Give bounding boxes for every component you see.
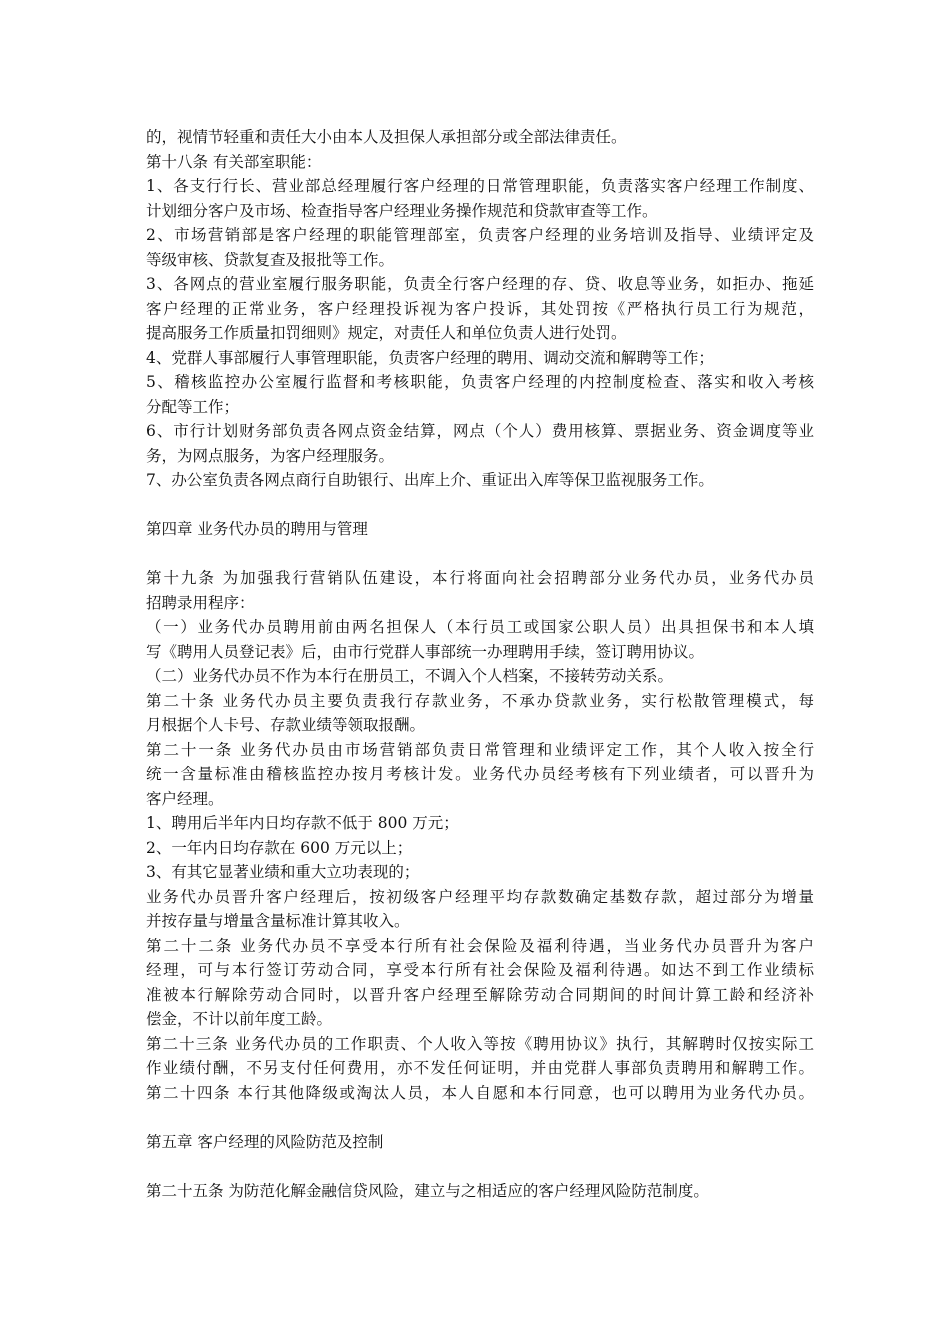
text-line: 业务代办员晋升客户经理后，按初级客户经理平均存款数确定基数存款，超过部分为增量: [146, 887, 814, 906]
text-line: 写《聘用人员登记表》后，由市行党群人事部统一办理聘用手续，签订聘用协议。: [146, 642, 705, 661]
text-line: 第十八条 有关部室职能：: [146, 152, 322, 171]
text-line: （二）业务代办员不作为本行在册员工，不调入个人档案，不接转劳动关系。: [146, 667, 674, 685]
text-line: 分配等工作；: [146, 397, 240, 416]
text-line: 第五章 客户经理的风险防范及控制: [146, 1132, 384, 1151]
text-line: 偿金，不计以前年度工龄。: [146, 1010, 333, 1028]
text-line: 准被本行解除劳动合同时，以晋升客户经理至解除劳动合同期间的时间计算工龄和经济补: [146, 985, 814, 1004]
text-line: 3、各网点的营业室履行服务职能，负责全行客户经理的存、贷、收息等业务，如拒办、拖延: [146, 275, 814, 293]
paragraph-gap: [146, 1105, 814, 1130]
text-line: 月根据个人卡号、存款业绩等领取报酬。: [146, 716, 426, 734]
text-line: 作业绩付酬，不另支付任何费用，亦不发任何证明，并由党群人事部负责聘用和解聘工作。: [146, 1059, 814, 1077]
text-line: 第二十三条 业务代办员的工作职责、个人收入等按《聘用协议》执行，其解聘时仅按实际工: [146, 1034, 814, 1053]
text-line: 统一含量标准由稽核监控办按月考核计发。业务代办员经考核有下列业绩者，可以晋升为: [146, 765, 814, 783]
text-line: 第二十四条 本行其他降级或淘汰人员，本人自愿和本行同意，也可以聘用为业务代办员。: [146, 1083, 814, 1102]
text-line: 务，为网点服务，为客户经理服务。: [146, 446, 395, 465]
text-line: 第十九条 为加强我行营销队伍建设，本行将面向社会招聘部分业务代办员，业务代办员: [146, 569, 814, 587]
text-line: 2、一年内日均存款在 600 万元以上；: [146, 838, 413, 857]
text-line: 7、办公室负责各网点商行自助银行、出库上介、重证出入库等保卫监视服务工作。: [146, 471, 714, 489]
text-line: 4、党群人事部履行人事管理职能，负责客户经理的聘用、调动交流和解聘等工作；: [146, 348, 714, 367]
text-line: 5、稽核监控办公室履行监督和考核职能，负责客户经理的内控制度检查、落实和收入考核: [146, 373, 814, 391]
text-line: 计划细分客户及市场、检查指导客户经理业务操作规范和贷款审查等工作。: [146, 201, 658, 220]
paragraph-gap: [146, 542, 814, 567]
text-line: （一）业务代办员聘用前由两名担保人（本行员工或国家公职人员）出具担保书和本人填: [146, 618, 814, 636]
text-line: 第二十五条 为防范化解金融信贷风险，建立与之相适应的客户经理风险防范制度。: [146, 1181, 709, 1200]
text-line: 1、各支行行长、营业部总经理履行客户经理的日常管理职能，负责落实客户经理工作制度、: [146, 177, 814, 195]
text-line: 第二十一条 业务代办员由市场营销部负责日常管理和业绩评定工作，其个人收入按全行: [146, 740, 814, 759]
text-line: 并按存量与增量含量标准计算其收入。: [146, 912, 410, 930]
document-body: [146, 125, 814, 1203]
paragraph-gap: [146, 493, 814, 518]
text-line: 客户经理。: [146, 789, 224, 808]
text-line: 经理，可与本行签订劳动合同，享受本行所有社会保险及福利待遇。如达不到工作业绩标: [146, 961, 814, 979]
text-line: 第二十条 业务代办员主要负责我行存款业务，不承办贷款业务，实行松散管理模式，每: [146, 691, 814, 710]
text-line: 2、市场营销部是客户经理的职能管理部室，负责客户经理的业务培训及指导、业绩评定及: [146, 226, 814, 244]
text-line: 等级审核、贷款复查及报批等工作。: [146, 250, 395, 269]
text-line: 第二十二条 业务代办员不享受本行所有社会保险及福利待遇，当业务代办员晋升为客户: [146, 936, 814, 955]
text-line: 3、有其它显著业绩和重大立功表现的；: [146, 863, 420, 881]
text-line: 的，视情节轻重和责任大小由本人及担保人承担部分或全部法律责任。: [146, 128, 627, 146]
paragraph-gap: [146, 1154, 814, 1179]
text-line: 第四章 业务代办员的聘用与管理: [146, 520, 368, 538]
text-line: 1、聘用后半年内日均存款不低于 800 万元；: [146, 814, 459, 832]
text-line: 招聘录用程序：: [146, 593, 255, 612]
text-line: 提高服务工作质量扣罚细则》规定，对责任人和单位负责人进行处罚。: [146, 324, 627, 342]
text-line: 6、市行计划财务部负责各网点资金结算，网点（个人）费用核算、票据业务、资金调度等业: [146, 422, 814, 440]
text-line: 客户经理的正常业务，客户经理投诉视为客户投诉，其处罚按《严格执行员工行为规范，: [146, 299, 814, 318]
